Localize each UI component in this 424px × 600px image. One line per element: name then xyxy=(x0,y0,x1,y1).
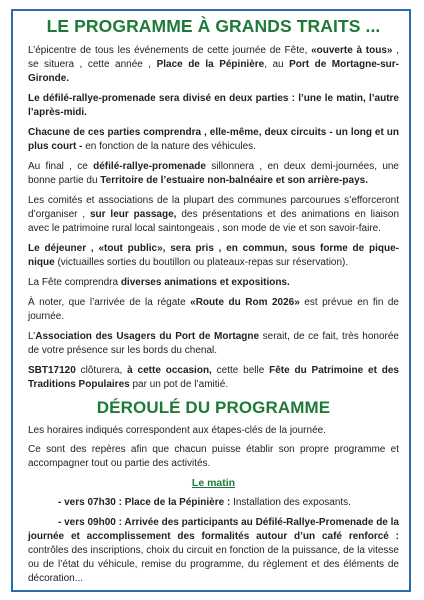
subheading-morning: Le matin xyxy=(191,477,236,489)
text-bold: SBT17120 xyxy=(28,365,76,376)
section-title-programme: LE PROGRAMME À GRANDS TRAITS ... xyxy=(46,16,381,36)
text: clôturera, xyxy=(75,365,128,376)
paragraph-two-parts xyxy=(28,92,399,120)
text: en fonction de la nature des véhicules. xyxy=(85,141,256,152)
text-bold: Le défilé-rallye-promenade sera divisé en deux parties : l’une le matin, l’autre l’après-midi. xyxy=(28,93,399,118)
paragraph-circuits xyxy=(28,126,399,154)
text-bold: - vers 09h00 : Arrivée des participants au Défilé-Rallye-Promenade de la journée et accomplissement des formalités autour d’un café renforcé : xyxy=(28,517,399,542)
paragraph-dejeuner xyxy=(28,242,399,270)
text: cette belle xyxy=(211,365,270,376)
text: contrôles des inscriptions, choix du circuit en fonction de la puissance, de la vitesse ou de l’état du véhicule, remise du programme, du règlement et des éléments de décoration... xyxy=(28,545,399,584)
text-bold: Le déjeuner , «tout public», sera pris , en commun, sous forme de pique-nique xyxy=(28,243,399,268)
paragraph-horaires: Les horaires indiqués correspondent aux étapes-clés de la journée. xyxy=(28,425,326,436)
page-frame xyxy=(11,9,411,592)
text: des présentations et des animations en liaison avec le patrimoine rural local saintongeais , son mode de vie et son savoir-faire. xyxy=(28,209,400,234)
text: À noter, que l’arrivée de la régate xyxy=(28,297,191,308)
schedule-item-0900 xyxy=(28,516,399,586)
text-bold: à cette occasion, xyxy=(127,365,212,376)
section-title-deroule: DÉROULÉ DU PROGRAMME xyxy=(96,398,331,417)
text: sillonnera , en deux demi-journées, une bonne partie du xyxy=(28,161,399,186)
paragraph-reperes: Ce sont des repères afin que chacun puisse établir son propre programme et accompagner tout ou partie des activités. xyxy=(28,444,399,469)
text: serait, de ce fait, très honorée de votre présence sur les bords du chenal. xyxy=(28,331,399,356)
paragraph-regate xyxy=(28,296,399,324)
text-bold: - vers 07h30 : Place de la Pépinière : xyxy=(58,497,231,508)
paragraph-final xyxy=(28,160,399,188)
paragraph-animations xyxy=(28,276,399,290)
text: Installation des exposants. xyxy=(230,497,351,508)
text-bold: sur leur passage, xyxy=(90,209,177,220)
text-bold: défilé-rallye-promenade xyxy=(93,161,206,172)
text: L’ xyxy=(28,331,36,342)
text: , au xyxy=(264,59,290,70)
text-bold: Association des Usagers du Port de Mortagne xyxy=(35,331,260,342)
text-bold: «ouverte à tous» xyxy=(311,45,393,56)
text-bold: Port de Mortagne-sur-Gironde. xyxy=(28,59,399,84)
text: (victuailles sorties du boutillon ou plateaux-repas sur réservation). xyxy=(54,257,349,268)
schedule-item-0730 xyxy=(28,496,399,510)
text-bold: diverses animations et expositions. xyxy=(120,277,290,288)
paragraph-association xyxy=(28,330,399,358)
paragraph-cloture xyxy=(28,364,399,392)
text: La Fête comprendra xyxy=(28,277,121,288)
text-bold: Chacune de ces parties comprendra , elle-même, deux circuits - un long et un plus court - xyxy=(28,127,399,152)
text: par un pot de l’amitié. xyxy=(129,379,229,390)
text-bold: Fête du Patrimoine et des Traditions Populaires xyxy=(28,365,399,390)
text: L’épicentre de tous les événements de cette journée de Fête, xyxy=(28,45,312,56)
text-bold: Place de la Pépinière xyxy=(156,59,265,70)
paragraph-epicentre xyxy=(28,44,399,86)
text: Les comités et associations de la plupart des communes parcourues s’efforceront d’organiser , xyxy=(28,195,399,220)
text: est prévue en fin de journée. xyxy=(28,297,399,322)
text-bold: «Route du Rom 2026» xyxy=(190,297,300,308)
paragraph-comites xyxy=(28,194,399,236)
document-body xyxy=(13,11,409,586)
text: Au final , ce xyxy=(28,161,94,172)
text-bold: Territoire de l’estuaire non-balnéaire et son arrière-pays. xyxy=(100,175,368,186)
text: , se situera , cette année , xyxy=(28,45,399,70)
